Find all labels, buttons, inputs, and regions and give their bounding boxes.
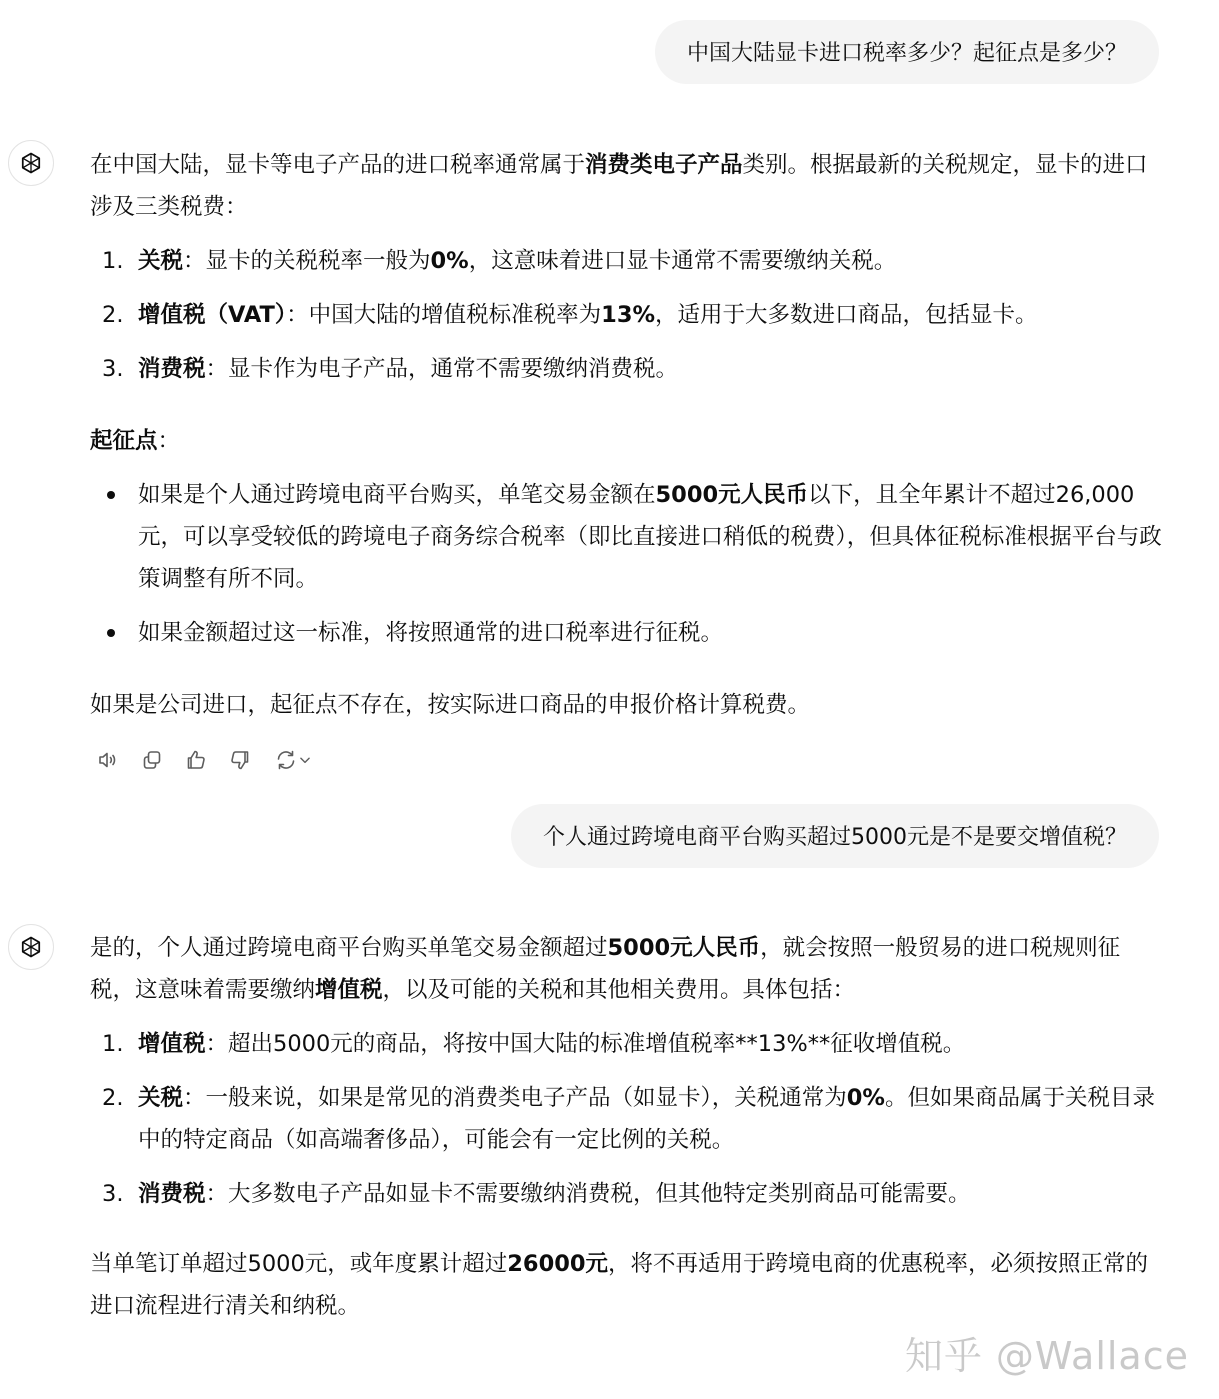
chevron-down-icon	[298, 753, 312, 767]
thumbs-up-icon	[184, 748, 208, 772]
assistant-message	[90, 927, 1165, 1327]
read-aloud-button[interactable]	[92, 744, 124, 776]
list-item: 2. 关税：一般来说，如果是常见的消费类电子产品（如显卡），关税通常为0%。但如果商品属于关税目录中的特定商品（如高端奢侈品），可能会有一定比例的关税。	[102, 1085, 1155, 1153]
message-actions	[92, 744, 318, 776]
list-item: 如果是个人通过跨境电商平台购买，单笔交易金额在5000元人民币以下，且全年累计不超过26,000元，可以享受较低的跨境电子商务综合税率（即比直接进口稍低的税费），但具体征税标准根据平台与政策调整有所不同。	[90, 474, 1165, 600]
user-message-text: 中国大陆显卡进口税率多少？起征点是多少？	[686, 41, 1127, 66]
user-message-bubble	[511, 804, 1159, 868]
answer-closing: 如果是公司进口，起征点不存在，按实际进口商品的申报价格计算税费。	[90, 692, 811, 718]
tax-list	[90, 240, 1165, 390]
thumbs-down-icon	[228, 748, 252, 772]
bad-response-button[interactable]	[224, 744, 256, 776]
list-item: 3. 消费税：大多数电子产品如显卡不需要缴纳消费税，但其他特定类别商品可能需要。	[102, 1181, 971, 1207]
copy-icon	[140, 748, 164, 772]
user-message-bubble	[655, 20, 1159, 84]
list-item: 1. 关税：显卡的关税税率一般为0%，这意味着进口显卡通常不需要缴纳关税。	[102, 248, 897, 274]
user-message-text: 个人通过跨境电商平台购买超过5000元是不是要交增值税？	[543, 825, 1127, 850]
threshold-list	[90, 474, 1165, 654]
speaker-icon	[96, 748, 120, 772]
answer-intro: 是的，个人通过跨境电商平台购买单笔交易金额超过5000元人民币，就会按照一般贸易的进口税规则征税，这意味着需要缴纳增值税，以及可能的关税和其他相关费用。具体包括：	[90, 935, 1121, 1003]
answer-closing: 当单笔订单超过5000元，或年度累计超过26000元，将不再适用于跨境电商的优惠税率，必须按照正常的进口流程进行清关和纳税。	[90, 1251, 1149, 1319]
good-response-button[interactable]	[180, 744, 212, 776]
regenerate-icon	[274, 748, 298, 772]
list-item: 如果金额超过这一标准，将按照通常的进口税率进行征税。	[90, 612, 1165, 654]
openai-logo-icon	[18, 150, 44, 176]
answer-intro: 在中国大陆，显卡等电子产品的进口税率通常属于消费类电子产品类别。根据最新的关税规定，显卡的进口涉及三类税费：	[90, 152, 1148, 220]
copy-button[interactable]	[136, 744, 168, 776]
assistant-avatar	[8, 140, 54, 186]
list-item: 2. 增值税（VAT）：中国大陆的增值税标准税率为13%，适用于大多数进口商品，包括显卡。	[102, 302, 1038, 328]
threshold-heading: 起征点：	[90, 428, 181, 454]
regenerate-button[interactable]	[268, 744, 318, 776]
list-item: 1. 增值税：超出5000元的商品，将按中国大陆的标准增值税率**13%**征收增值税。	[102, 1031, 966, 1057]
assistant-message	[90, 144, 1165, 726]
list-item: 3. 消费税：显卡作为电子产品，通常不需要缴纳消费税。	[102, 356, 679, 382]
openai-logo-icon	[18, 934, 44, 960]
watermark: 知乎 @Wallace	[904, 1334, 1189, 1378]
tax-list	[90, 1023, 1165, 1215]
assistant-avatar	[8, 924, 54, 970]
